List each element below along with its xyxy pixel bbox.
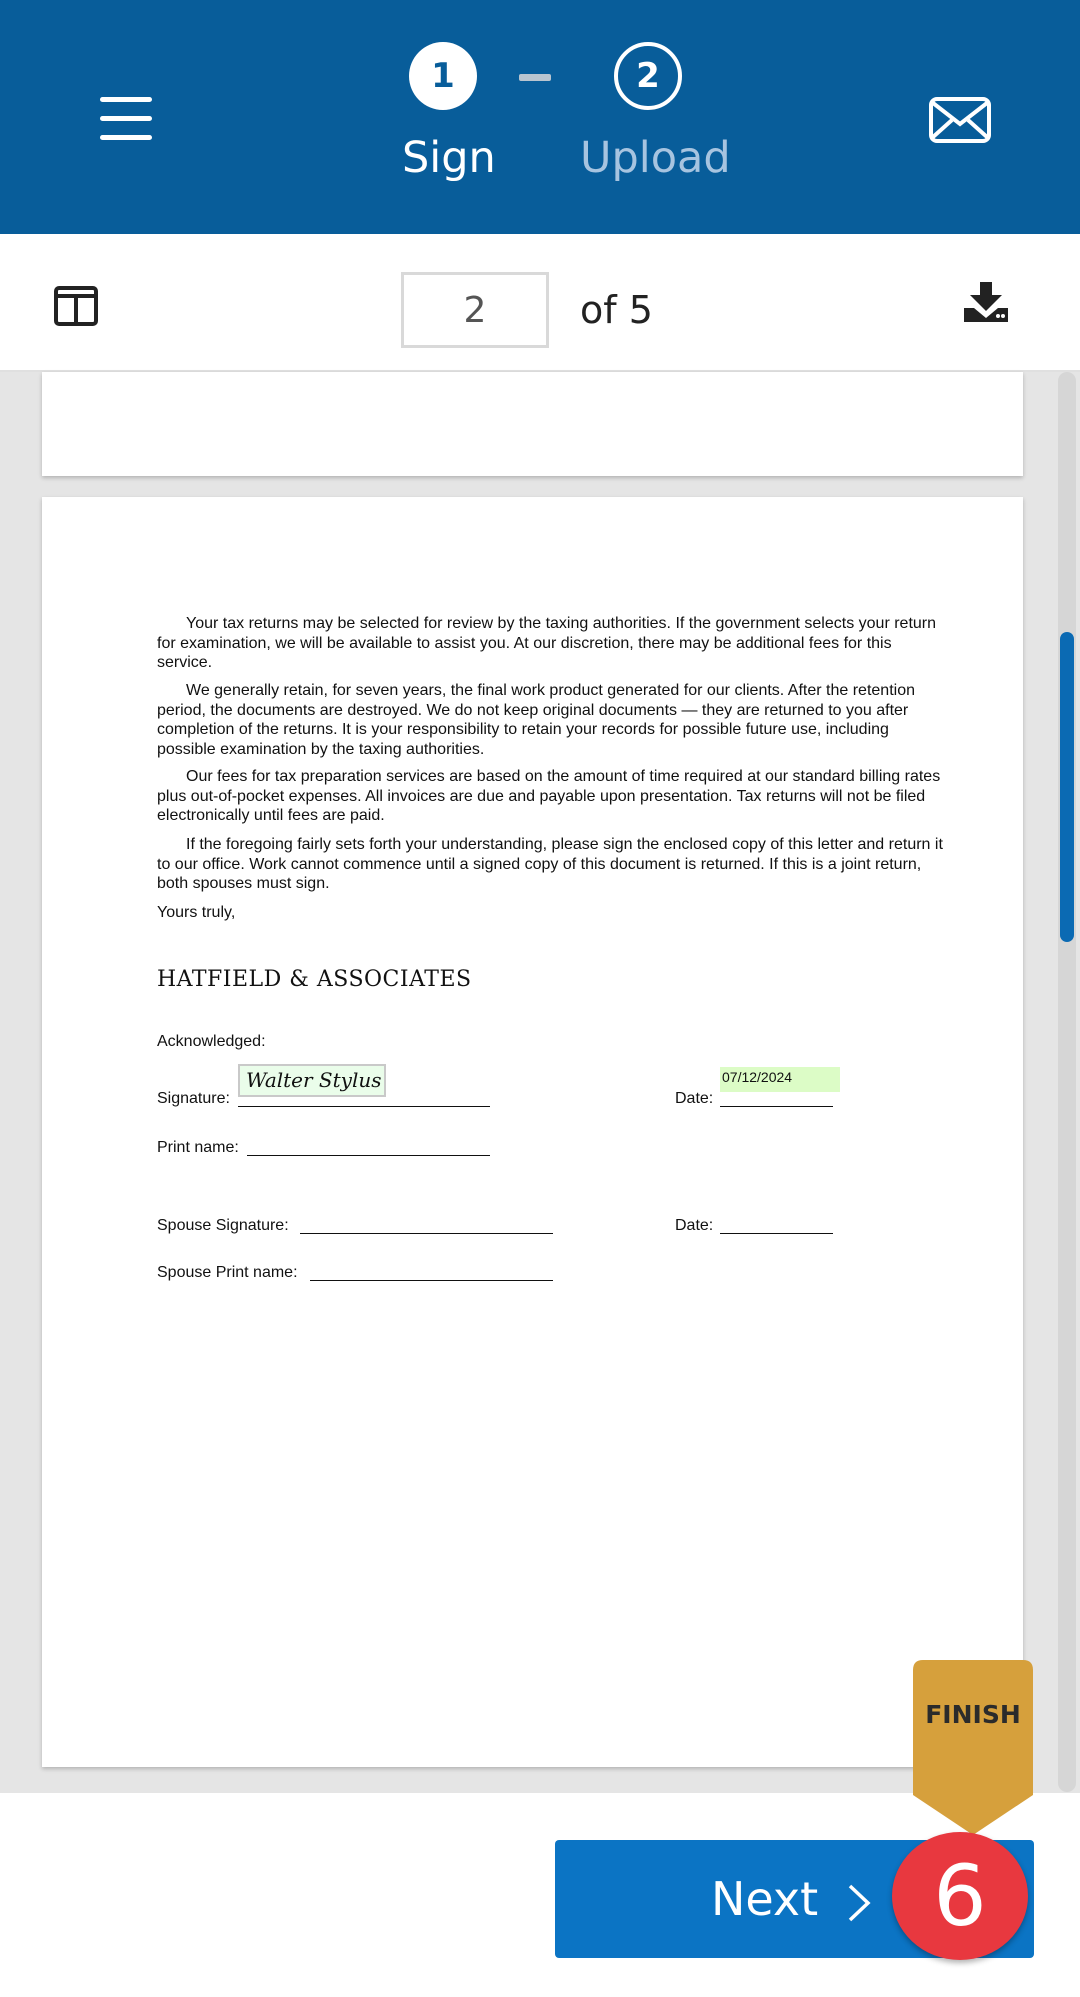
date-line [720, 1106, 833, 1107]
paragraph-review: Your tax returns may be selected for review by the taxing authorities. If the government selects your return for examination, we will be available to assist you. At our discretion, there may be additional fees for this service. [157, 615, 937, 672]
spouse-print-name-label: Spouse Print name: [157, 1264, 298, 1281]
spouse-print-name-line [310, 1280, 553, 1281]
paragraph-signing: If the foregoing fairly sets forth your understanding, please sign the enclosed copy of this letter and return it to our office. Work cannot commence until a signed copy of this document is returned. If this is a joint return, both spouses must sign. [157, 836, 943, 893]
page-total-label: of 5 [580, 288, 653, 332]
previous-page [42, 372, 1023, 476]
date-label: Date: [675, 1090, 714, 1107]
paragraph-retention: We generally retain, for seven years, the final work product generated for our clients. After the retention period, the documents are destroyed. We do not keep original documents — they are returned to you after completion of the returns. It is your responsibility to retain your records for possible future use, including possible examination by the taxing authorities. [157, 682, 915, 758]
paragraph-fees: Our fees for tax preparation services are based on the amount of time required at our standard billing rates plus out-of-pocket expenses. All invoices are due and payable upon presentation. Tax returns will not be filed electronically until fees are paid. [157, 768, 941, 825]
spouse-signature-label: Spouse Signature: [157, 1217, 289, 1234]
top-bar [0, 0, 1080, 234]
download-icon[interactable] [962, 280, 1010, 324]
page-number-input[interactable]: 2 [401, 272, 549, 348]
scrollbar-track[interactable] [1058, 372, 1076, 1792]
mail-icon[interactable] [928, 96, 992, 144]
firm-name: HATFIELD & ASSOCIATES [157, 967, 472, 992]
signature-label: Signature: [157, 1090, 230, 1107]
split-view-icon[interactable] [54, 286, 98, 326]
closing-text: Yours truly, [157, 904, 236, 921]
finish-flag[interactable] [913, 1660, 1033, 1835]
signature-field[interactable]: Walter Stylus [238, 1064, 386, 1097]
next-button-label: Next [711, 1872, 819, 1926]
remaining-fields-badge: 6 [892, 1832, 1028, 1960]
spouse-date-line [720, 1233, 833, 1234]
step-1-label[interactable]: Sign [402, 133, 496, 183]
print-name-line [247, 1155, 490, 1156]
document-toolbar [0, 234, 1080, 372]
spouse-date-label: Date: [675, 1217, 714, 1234]
acknowledged-label: Acknowledged: [157, 1033, 266, 1050]
signature-line [238, 1106, 490, 1107]
spouse-signature-line [300, 1233, 553, 1234]
step-2-label[interactable]: Upload [580, 133, 731, 183]
document-page [42, 497, 1023, 1767]
finish-button[interactable]: FINISH [925, 1700, 1021, 1729]
step-separator [519, 74, 551, 81]
chevron-right-icon [845, 1882, 873, 1924]
print-name-label: Print name: [157, 1139, 239, 1156]
scrollbar-thumb[interactable] [1060, 632, 1074, 942]
menu-icon[interactable] [100, 97, 152, 141]
step-1-indicator[interactable]: 1 [409, 42, 477, 110]
step-2-indicator[interactable]: 2 [614, 42, 682, 110]
date-field[interactable]: 07/12/2024 [720, 1067, 840, 1092]
